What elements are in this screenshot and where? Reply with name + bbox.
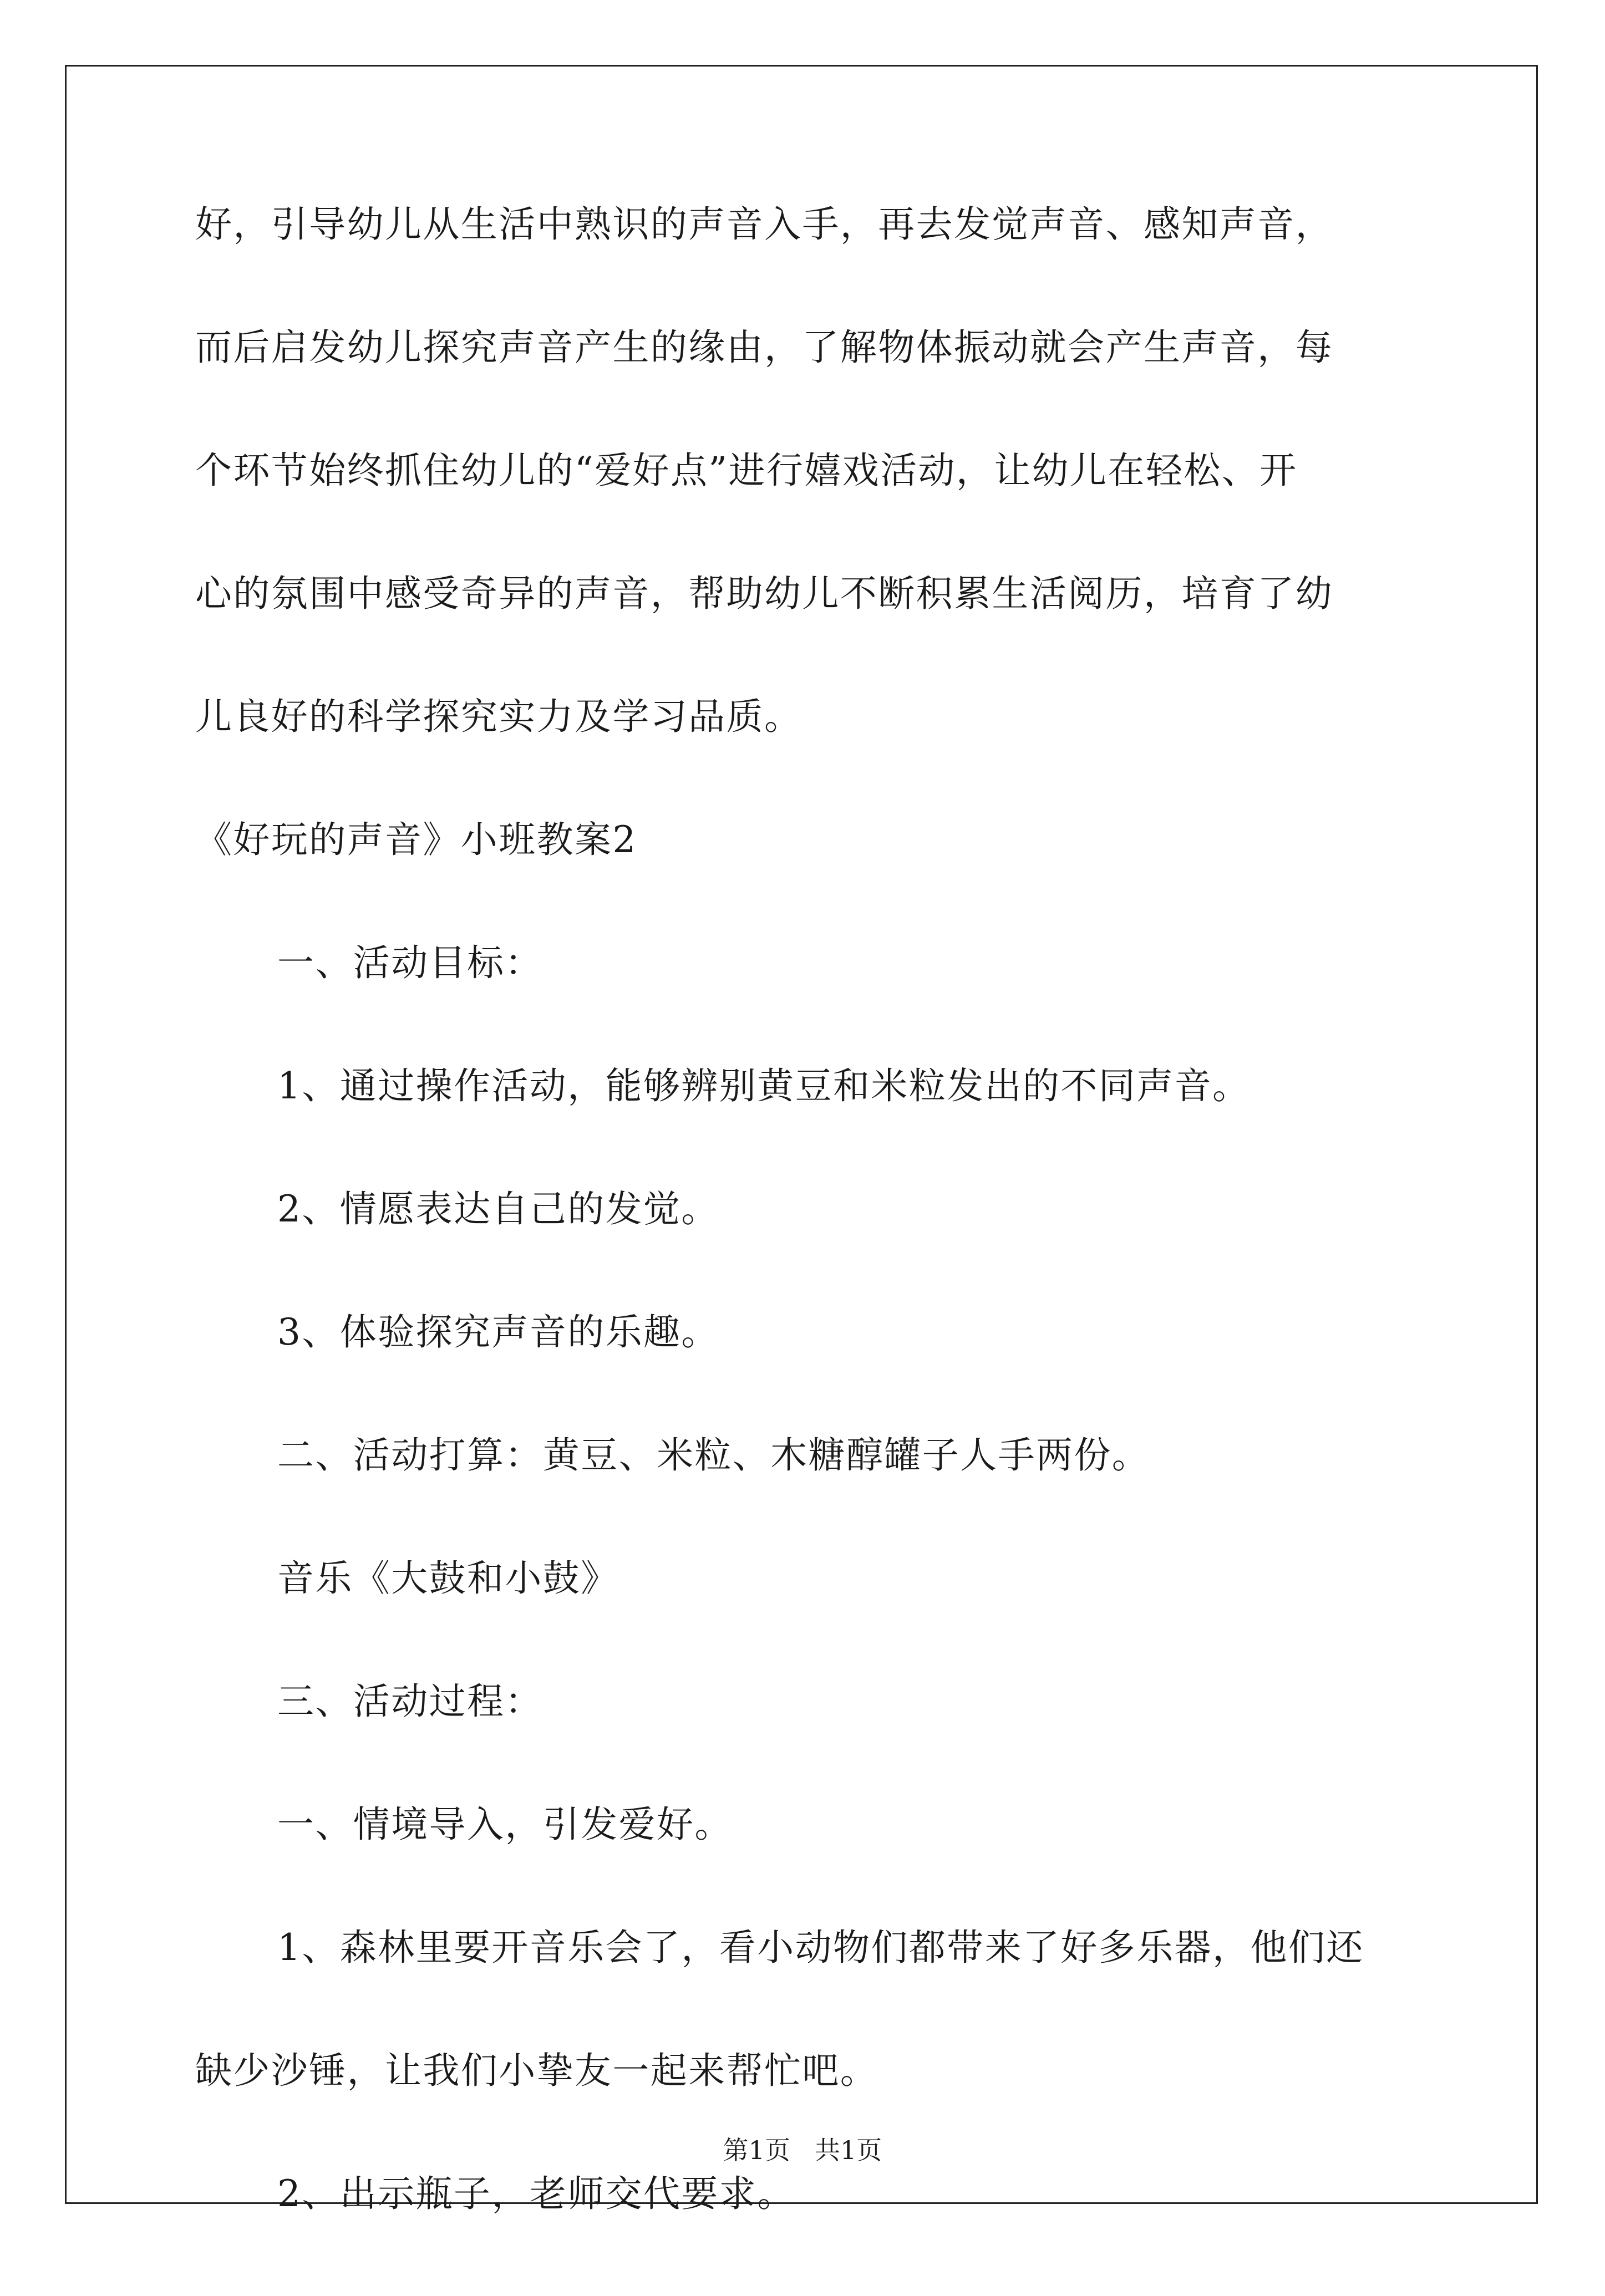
list-item: 1、森林里要开音乐会了，看小动物们都带来了好多乐器，他们还 (277, 1926, 1364, 1969)
section-title: 《好玩的声音》小班教案2 (195, 818, 637, 861)
list-item: 2、出示瓶子，老师交代要求。 (277, 2172, 795, 2215)
list-item: 1、通过操作活动，能够辨别黄豆和米粒发出的不同声音。 (277, 1065, 1251, 1107)
text-line: 儿良好的科学探究实力及学习品质。 (195, 695, 802, 738)
heading-process: 三、活动过程： (277, 1680, 543, 1723)
heading-objectives: 一、活动目标： (277, 941, 543, 984)
text-line: 而后启发幼儿探究声音产生的缘由，了解物体振动就会产生声音，每 (195, 326, 1333, 369)
text-line: 缺少沙锤，让我们小挚友一起来帮忙吧。 (195, 2049, 878, 2092)
text-line: 好，引导幼儿从生活中熟识的声音入手，再去发觉声音、感知声音， (195, 203, 1333, 246)
page-number: 第1页 (723, 2135, 791, 2165)
heading-preparation: 二、活动打算：黄豆、米粒、木糖醇罐子人手两份。 (277, 1434, 1150, 1477)
text-line: 心的氛围中感受奇异的声音，帮助幼儿不断积累生活阅历，培育了幼 (195, 572, 1333, 615)
page-total: 共1页 (814, 2135, 882, 2165)
text-line: 个环节始终抓住幼儿的“爱好点”进行嬉戏活动，让幼儿在轻松、开 (195, 449, 1298, 492)
list-item: 2、情愿表达自己的发觉。 (277, 1188, 719, 1230)
document-body (195, 203, 1410, 2296)
page-footer (0, 2136, 1605, 2165)
list-item: 3、体验探究声音的乐趣。 (277, 1311, 719, 1353)
subheading: 一、情境导入，引发爱好。 (277, 1803, 733, 1846)
text-line: 音乐《大鼓和小鼓》 (277, 1557, 619, 1600)
